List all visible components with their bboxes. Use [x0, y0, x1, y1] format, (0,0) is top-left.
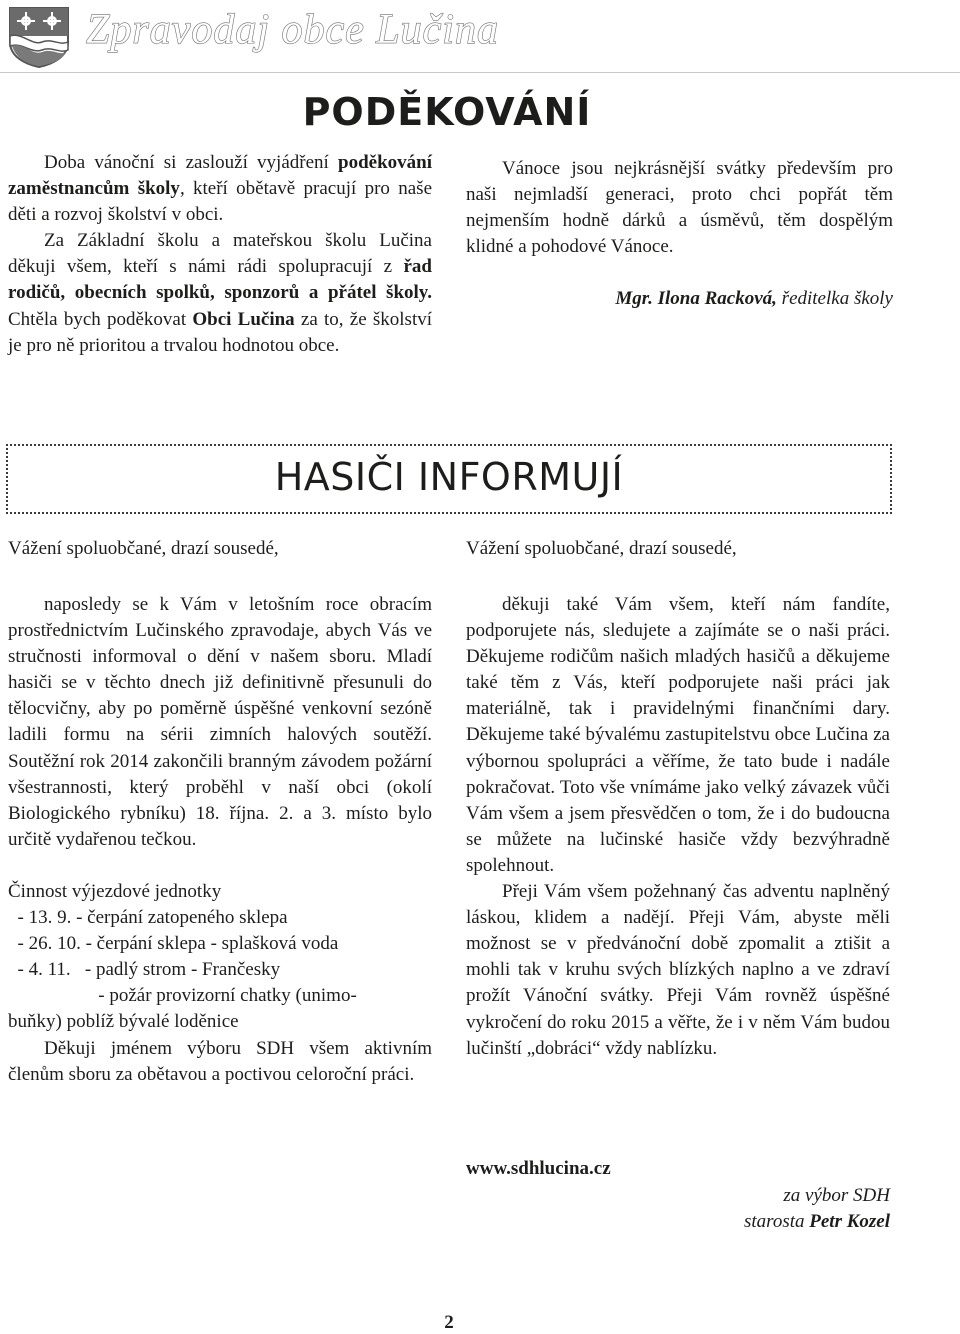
thanks-paragraph-1: Doba vánoční si zaslouží vyjádření poděkování zaměstnancům školy, kteří obětavě pracují pro naše děti a rozvoj školství v obci.: [8, 152, 432, 226]
thanks-paragraph-3: Vánoce jsou nejkrásnější svátky především pro naši nejmladší generaci, proto chci popřát těm nejmenším hodně dárků a úsměvů, těm dospělým klidné a pohodové Vánoce.: [466, 158, 893, 258]
website-link[interactable]: www.sdhlucina.cz: [466, 1158, 611, 1179]
header-divider: [0, 72, 960, 73]
salutation-right: Vážení spoluobčané, drazí sousedé,: [466, 538, 737, 559]
bold-phrase: poděkování zaměstnancům školy: [8, 152, 432, 200]
signature-role: starosta: [743, 1211, 810, 1232]
bold-phrase: řad rodičů, obecních spolků, sponzorů a přátel školy.: [8, 256, 432, 304]
publication-title: Zpravodaj obce Lučina: [86, 7, 499, 53]
activity-item: - požár provizorní chatky (unimo-: [8, 985, 357, 1007]
principal-signature: [466, 288, 893, 310]
activity-heading: Činnost výjezdové jednotky: [8, 880, 222, 902]
signature-name: Petr Kozel: [809, 1211, 890, 1232]
thanks-right-column: [466, 156, 893, 260]
sdh-signature-line-1: za výbor SDH: [783, 1185, 890, 1206]
fire-paragraph-1: naposledy se k Vám v letošním roce obracím prostřednictvím Lučinského zpravodaje, abych Vás ve stručnosti informoval o dění v našem sboru. Mladí hasiči se v těchto dnech již definitivně přesunuli do tělocvičny, aby po poměrně úspěšné venkovní sezóně ladili formu na sérii zimních halových soutěží. Soutěžní rok 2014 zakončili branným závodem požární všestrannosti, který proběhl v naší obci (okolí Biologického rybníku) 18. října. 2. a 3. místo bylo určitě vydařenou tečkou.: [8, 594, 432, 850]
fire-right-column: [466, 592, 890, 1062]
thanks-paragraph-2: Za Základní školu a mateřskou školu Lučina děkuji všem, kteří s námi rádi spolupracují z řad rodičů, obecních spolků, sponzorů a přátel školy. Chtěla bych poděkovat Obci Lučina za to, že školství je pro ně prioritou a trvalou hodnotou obce.: [8, 230, 432, 356]
fire-left-column: [8, 592, 432, 1088]
thanks-left-column: [8, 150, 432, 359]
activity-item: - 13. 9. - čerpání zatopeného sklepa: [8, 907, 288, 929]
page-number: 2: [444, 1312, 454, 1333]
activity-item: - 26. 10. - čerpání sklepa - splašková voda: [8, 933, 339, 955]
signature-role: ředitelka školy: [776, 288, 893, 309]
bold-phrase: Obci Lučina: [192, 308, 295, 330]
section-heading-thanks: PODĚKOVÁNÍ: [302, 90, 592, 134]
fire-paragraph-4: Přeji Vám všem požehnaný čas adventu naplněný láskou, klidem a nadějí. Přeji Vám, abyste měli možnost se v předvánoční době zpomalit a ztišit a mohli tak v kruhu svých blízkých naplno a ve zdraví prožít Vánoční svátky. Přeji Vám rovněž úspěšné vykročení do roku 2015 a věřte, že i v něm Vám budou lučinští „dobráci“ vždy nablízku.: [466, 881, 890, 1059]
activity-item-continued: buňky) poblíž bývalé loděnice: [8, 1011, 239, 1033]
fire-paragraph-2: Děkuji jménem výboru SDH všem aktivním členům sboru za obětavou a poctivou celoroční práci.: [8, 1037, 432, 1085]
signature-name: Mgr. Ilona Racková,: [615, 288, 777, 309]
activity-item: - 4. 11. - padlý strom - Frančesky: [8, 959, 281, 981]
fire-paragraph-3: děkuji také Vám všem, kteří nám fandíte, podporujete nás, sledujete a zajímáte se o naši práci. Děkujeme rodičům našich mladých hasičů a děkujeme také těm z Vás, kteří podporujete naši práci jak materiálně, tak i pravidelnými finančními dary. Děkujeme také bývalému zastupitelstvu obce Lučina za výbornou spolupráci a věříme, že tato bude i nadále pokračovat. Toto vše vnímáme jako velký závazek vůči Vám všem a jsem přesvědčen o tom, že i do budoucna se můžete na lučinské hasiče vždy bezvýhradně spolehnout.: [466, 594, 890, 876]
salutation-left: Vážení spoluobčané, drazí sousedé,: [8, 538, 279, 559]
municipal-coat-of-arms-icon: [8, 6, 70, 68]
section-heading-firefighters: HASIČI INFORMUJÍ: [274, 455, 624, 499]
sdh-signature-line-2: [466, 1211, 890, 1233]
